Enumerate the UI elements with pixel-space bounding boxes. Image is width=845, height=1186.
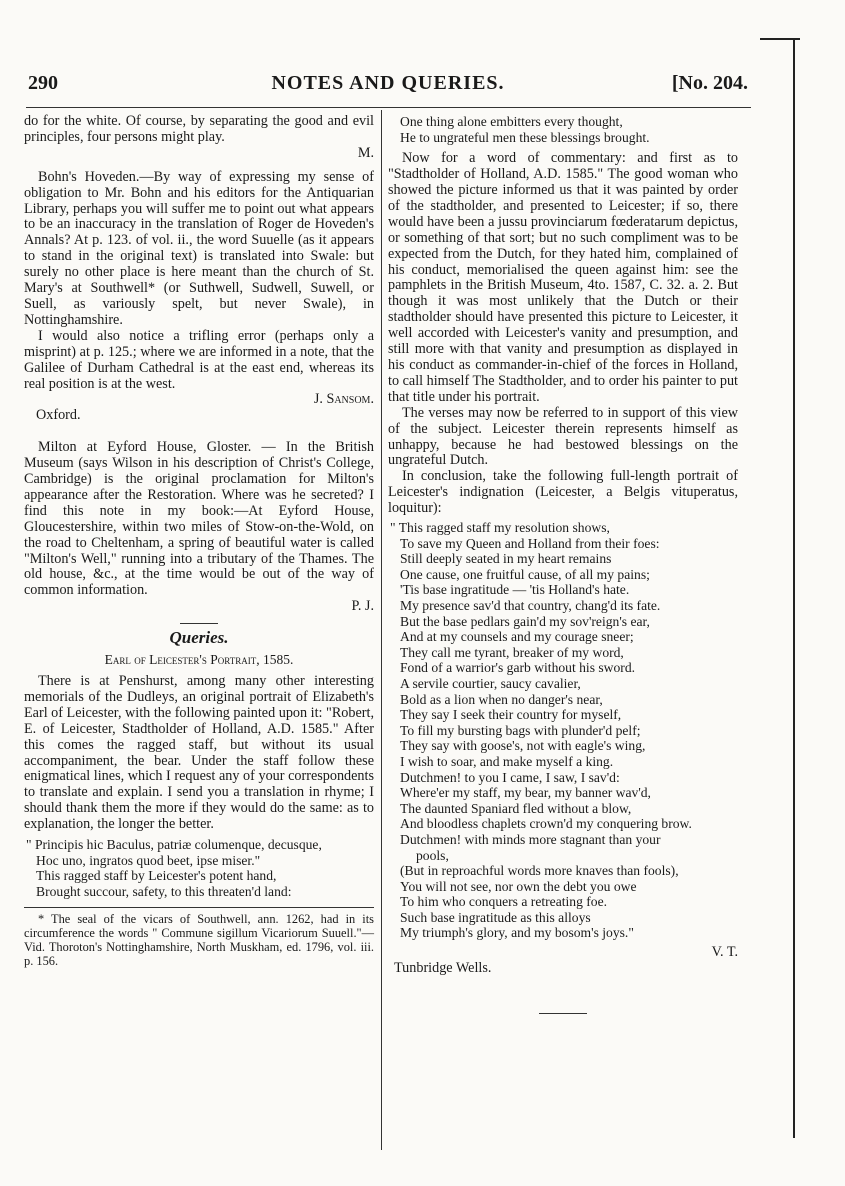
poem-line: They say with goose's, not with eagle's wing, <box>400 738 646 754</box>
poem-line: (But in reproachful words more knaves than fools), <box>400 863 679 879</box>
poem-line: They call me tyrant, breaker of my word, <box>400 644 624 660</box>
footnote: * The seal of the vicars of Southwell, ann. 1262, had in its circumference the words " Commune sigillum Vicariorum Suuell."—Vid. Thoroton's Nottinghamshire, North Muskham, ed. 1796, vol. iii. p. 156. <box>24 912 374 969</box>
right-column <box>388 114 738 1014</box>
issue-number: [No. 204. <box>671 72 748 94</box>
verse-line: One thing alone embitters every thought, <box>400 114 623 129</box>
page-header <box>28 72 748 102</box>
verse-line: Hoc uno, ingratos quod beet, ipse miser." <box>36 852 261 868</box>
paragraph: Now for a word of commentary: and first as to "Stadtholder of Holland, A.D. 1585." The good woman who showed the picture informed us that it was painted by order of the stadtholder, and presented to Leicester; if so, there would have been a jussu provinciarum fœderatarum depictus, or something of that sort; but no such compliment was to be expected from the Dutch, for they hated him, complained of his conduct, memorialised the queen against him: see the pamphlets in the British Museum, 4to. 1587, C. 32. a. 2. But though it was most unlikely that the Dutch or their stadtholder should have presented this picture to Leicester, it well accorded with Leicester's vanity and presumption, and still more with that vanity and presumption as displayed in his conduct as commander-in-chief of the forces in Holland, to call himself The Stadtholder, and to order his painter to put that title under his portrait. <box>388 150 738 405</box>
paragraph: I would also notice a trifling error (perhaps only a misprint) at p. 125.; where we are informed in a note, that the Galilee of Durham Cathedral is at the east end, whereas its real position is at the west. <box>24 327 374 392</box>
signature: J. Sansom. <box>313 391 374 408</box>
poem-line: Dutchmen! with minds more stagnant than your <box>400 831 661 847</box>
poem-line: Still deeply seated in my heart remains <box>400 551 612 567</box>
poem-line: Fond of a warrior's garb without his sword. <box>400 660 636 676</box>
place-name: Tunbridge Wells. <box>394 959 492 976</box>
latin-verse <box>24 837 374 899</box>
place-name: Oxford. <box>36 407 81 424</box>
page-number: 290 <box>28 72 58 94</box>
poem-line: But the base pedlars gain'd my sov'reign's ear, <box>400 613 650 629</box>
journal-title: NOTES AND QUERIES. <box>271 72 505 94</box>
poem-line: pools, <box>416 847 449 863</box>
article-heading: Earl of Leicester's Portrait, 1585. <box>104 652 294 668</box>
poem-line: 'Tis base ingratitude — 'tis Holland's hate. <box>400 582 630 598</box>
end-rule <box>539 1013 587 1014</box>
section-heading: Queries. <box>169 628 229 648</box>
poem-line: My presence sav'd that country, chang'd its fate. <box>400 598 661 613</box>
left-column <box>24 114 374 968</box>
poem-line: Bold as a lion when no danger's near, <box>400 691 603 707</box>
poem-line: I wish to soar, and make myself a king. <box>400 753 614 769</box>
poem-line: To fill my bursting bags with plunder'd pelf; <box>400 722 641 738</box>
margin-rule <box>793 38 795 1138</box>
verse-line: He to ungrateful men these blessings brought. <box>400 129 650 145</box>
poem-line: The daunted Spaniard fled without a blow, <box>400 800 632 816</box>
verse-line: This ragged staff by Leicester's potent hand, <box>36 868 277 884</box>
signature: P. J. <box>351 598 374 615</box>
verse-continuation <box>388 114 738 145</box>
paragraph: The verses may now be referred to in support of this view of the subject. Leicester therein represents himself as unhappy, because he had bestowed blessings on the ungrateful Dutch. <box>388 404 738 469</box>
spacer <box>24 424 374 440</box>
paragraph: do for the white. Of course, by separating the good and evil principles, four persons might play. <box>24 113 374 145</box>
paragraph: Bohn's Hoveden.—By way of expressing my sense of obligation to Mr. Bohn and his editors for the Antiquarian Library, perhaps you will suffer me to point out what appears to be an inaccuracy in the translation of Roger de Hoveden's Annals? At p. 123. of vol. ii., the word Suuelle (as it appears to stand in the original text) is translated into Swale: but surely no other place is here meant than the church of St. Mary's at Southwell* (or Suthwell, Sudwell, Suwell, or Suell, as variously spelt, but never Swale), in Nottinghamshire. <box>24 168 374 328</box>
signature: V. T. <box>711 944 738 961</box>
poem-line: Such base ingratitude as this alloys <box>400 909 591 925</box>
poem-line: My triumph's glory, and my bosom's joys." <box>400 925 634 941</box>
poem-line: Where'er my staff, my bear, my banner wav'd, <box>400 785 651 801</box>
signature: M. <box>357 144 374 161</box>
poem-line: They say I seek their country for myself, <box>400 707 622 723</box>
verse-line: Brought succour, safety, to this threaten'd land: <box>36 883 292 899</box>
verse-line: " Principis hic Baculus, patriæ columenque, decusque, <box>26 837 322 853</box>
poem <box>388 520 738 941</box>
section-divider <box>180 623 218 624</box>
column-divider <box>381 110 382 1150</box>
poem-line: One cause, one fruitful cause, of all my pains; <box>400 566 650 582</box>
poem-line: And bloodless chaplets crown'd my conquering brow. <box>400 816 692 832</box>
poem-line: A servile courtier, saucy cavalier, <box>400 675 581 691</box>
poem-line: And at my counsels and my courage sneer; <box>400 629 634 645</box>
poem-line: Dutchmen! to you I came, I saw, I sav'd: <box>400 769 620 785</box>
paragraph: There is at Penshurst, among many other interesting memorials of the Dudleys, an original portrait of Elizabeth's Earl of Leicester, with the following painted upon it: "Robert, E. of Leicester, Stadtholder of Holland, A.D. 1585." After this comes the ragged staff, but without its usual accompaniment, the bear. Under the staff follow these enigmatical lines, which I request any of your correspondents to translate and explain. I send you a translation in rhyme; I should thank them the more if they would do the same: as to explanation, the longer the better. <box>24 673 374 833</box>
poem-line: You will not see, nor own the debt you owe <box>400 878 637 894</box>
poem-line: To him who conquers a retreating foe. <box>400 894 608 910</box>
paragraph: In conclusion, take the following full-length portrait of Leicester's indignation (Leicester, a Belgis vituperatus, loquitur): <box>388 468 738 517</box>
poem-line: " This ragged staff my resolution shows, <box>390 520 610 536</box>
header-rule <box>26 107 751 108</box>
paragraph: Milton at Eyford House, Gloster. — In the British Museum (says Wilson in his description of Christ's College, Cambridge) is the original proclamation for Milton's appearance after the Restoration. Where was he secreted? I find this note in my book:—At Eyford House, Gloucestershire, within two miles of Stow-on-the-Wold, on the road to Cheltenham, a spring of beautiful water is called "Milton's Well," running into a tributary of the Thames. The old house, &c., at the time would be out of the way of common information. <box>24 439 374 599</box>
poem-line: To save my Queen and Holland from their foes: <box>400 535 660 551</box>
footnote-rule <box>24 907 374 908</box>
